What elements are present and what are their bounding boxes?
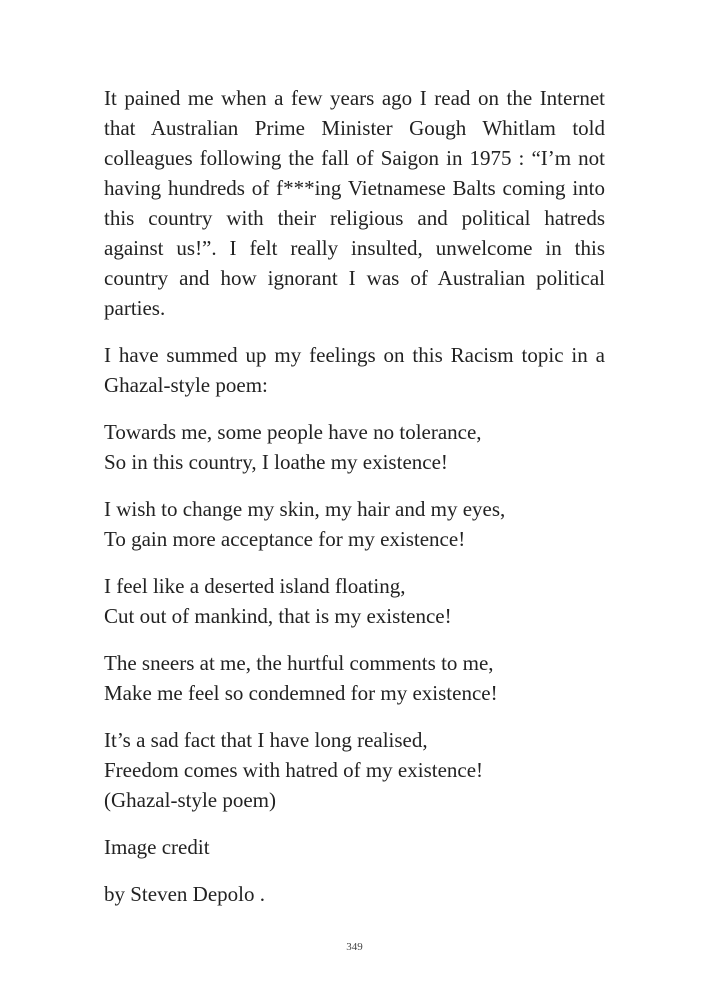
poem-line: Make me feel so condemned for my existence! (104, 681, 498, 705)
intro-paragraph: It pained me when a few years ago I read on the Internet that Australian Prime Minister Gough Whitlam told colleagues following the fall of Saigon in 1975 : “I’m not having hundreds of f***ing Vietnamese Balts coming into this country with their religious and political hatreds against us!”. I felt really insulted, unwelcome in this country and how ignorant I was of Australian political parties. (104, 86, 605, 320)
image-credit-author: by Steven Depolo . (104, 882, 265, 906)
summary-paragraph: I have summed up my feelings on this Racism topic in a Ghazal-style poem: (104, 343, 605, 397)
poem-stanza-1 (104, 417, 605, 477)
poem-line: Cut out of mankind, that is my existence! (104, 604, 452, 628)
poem-line: The sneers at me, the hurtful comments to me, (104, 651, 494, 675)
poem-attribution: (Ghazal-style poem) (104, 788, 277, 812)
poem-stanza-2 (104, 494, 605, 554)
poem-line: So in this country, I loathe my existence! (104, 450, 448, 474)
page-content (104, 83, 605, 926)
poem-line: Freedom comes with hatred of my existence! (104, 758, 484, 782)
poem-line: I feel like a deserted island floating, (104, 574, 406, 598)
poem-stanza-3 (104, 571, 605, 631)
poem-stanza-4 (104, 648, 605, 708)
image-credit-label: Image credit (104, 835, 210, 859)
poem-stanza-5 (104, 725, 605, 815)
poem-line: It’s a sad fact that I have long realised, (104, 728, 428, 752)
poem-line: To gain more acceptance for my existence! (104, 527, 466, 551)
page-number: 349 (346, 941, 363, 953)
poem-line: I wish to change my skin, my hair and my eyes, (104, 497, 506, 521)
poem-line: Towards me, some people have no tolerance, (104, 420, 482, 444)
